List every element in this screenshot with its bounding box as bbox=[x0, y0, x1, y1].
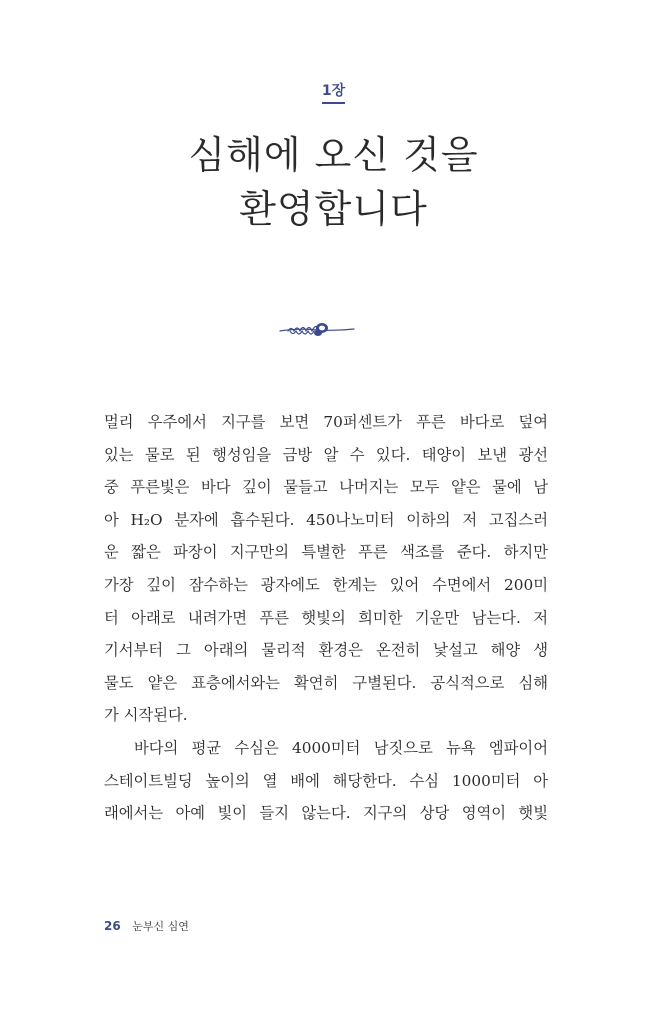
body-line: 있는 물로 된 행성임을 금방 알 수 있다. 태양이 보낸 광선 bbox=[104, 445, 548, 464]
page-footer bbox=[104, 918, 189, 934]
body-line: 중 푸른빛은 바다 깊이 물들고 나머지는 모두 얕은 물에 남 bbox=[104, 478, 548, 497]
body-line: 멀리 우주에서 지구를 보면 70퍼센트가 푸른 바다로 덮여 bbox=[104, 413, 548, 431]
body-line: 래에서는 아예 빛이 들지 않는다. 지구의 상당 영역이 햇빛 bbox=[104, 804, 548, 823]
body-line: 터 아래로 내려가면 푸른 햇빛의 희미한 기운만 남는다. 저 bbox=[104, 608, 548, 627]
body-text bbox=[104, 406, 548, 830]
chapter-title bbox=[0, 128, 667, 236]
body-line: 운 짧은 파장이 지구만의 특별한 푸른 색조를 준다. 하지만 bbox=[104, 543, 548, 562]
page-number: 26 bbox=[104, 919, 121, 933]
body-line: 아 H₂O 분자에 흡수된다. 450나노미터 이하의 저 고집스러 bbox=[104, 510, 548, 529]
chapter-number: 1장 bbox=[322, 83, 345, 104]
body-line: 가 시작된다. bbox=[104, 706, 188, 725]
body-line: 스테이트빌딩 높이의 열 배에 해당한다. 수심 1000미터 아 bbox=[104, 771, 548, 790]
body-line: 바다의 평균 수심은 4000미터 남짓으로 뉴욕 엠파이어 bbox=[134, 738, 548, 757]
chapter-title-line-1: 심해에 오신 것을 bbox=[188, 133, 479, 177]
body-line: 물도 얕은 표층에서와는 확연히 구별된다. 공식적으로 심해 bbox=[104, 673, 548, 692]
chapter-title-line-2: 환영합니다 bbox=[239, 187, 428, 231]
chapter-label bbox=[0, 80, 667, 104]
shell-ornament-icon bbox=[278, 320, 356, 340]
running-book-title: 눈부신 심연 bbox=[132, 920, 189, 933]
body-line: 기서부터 그 아래의 물리적 환경은 온전히 낯설고 해양 생 bbox=[104, 641, 548, 660]
body-line: 가장 깊이 잠수하는 광자에도 한계는 있어 수면에서 200미 bbox=[104, 575, 548, 594]
